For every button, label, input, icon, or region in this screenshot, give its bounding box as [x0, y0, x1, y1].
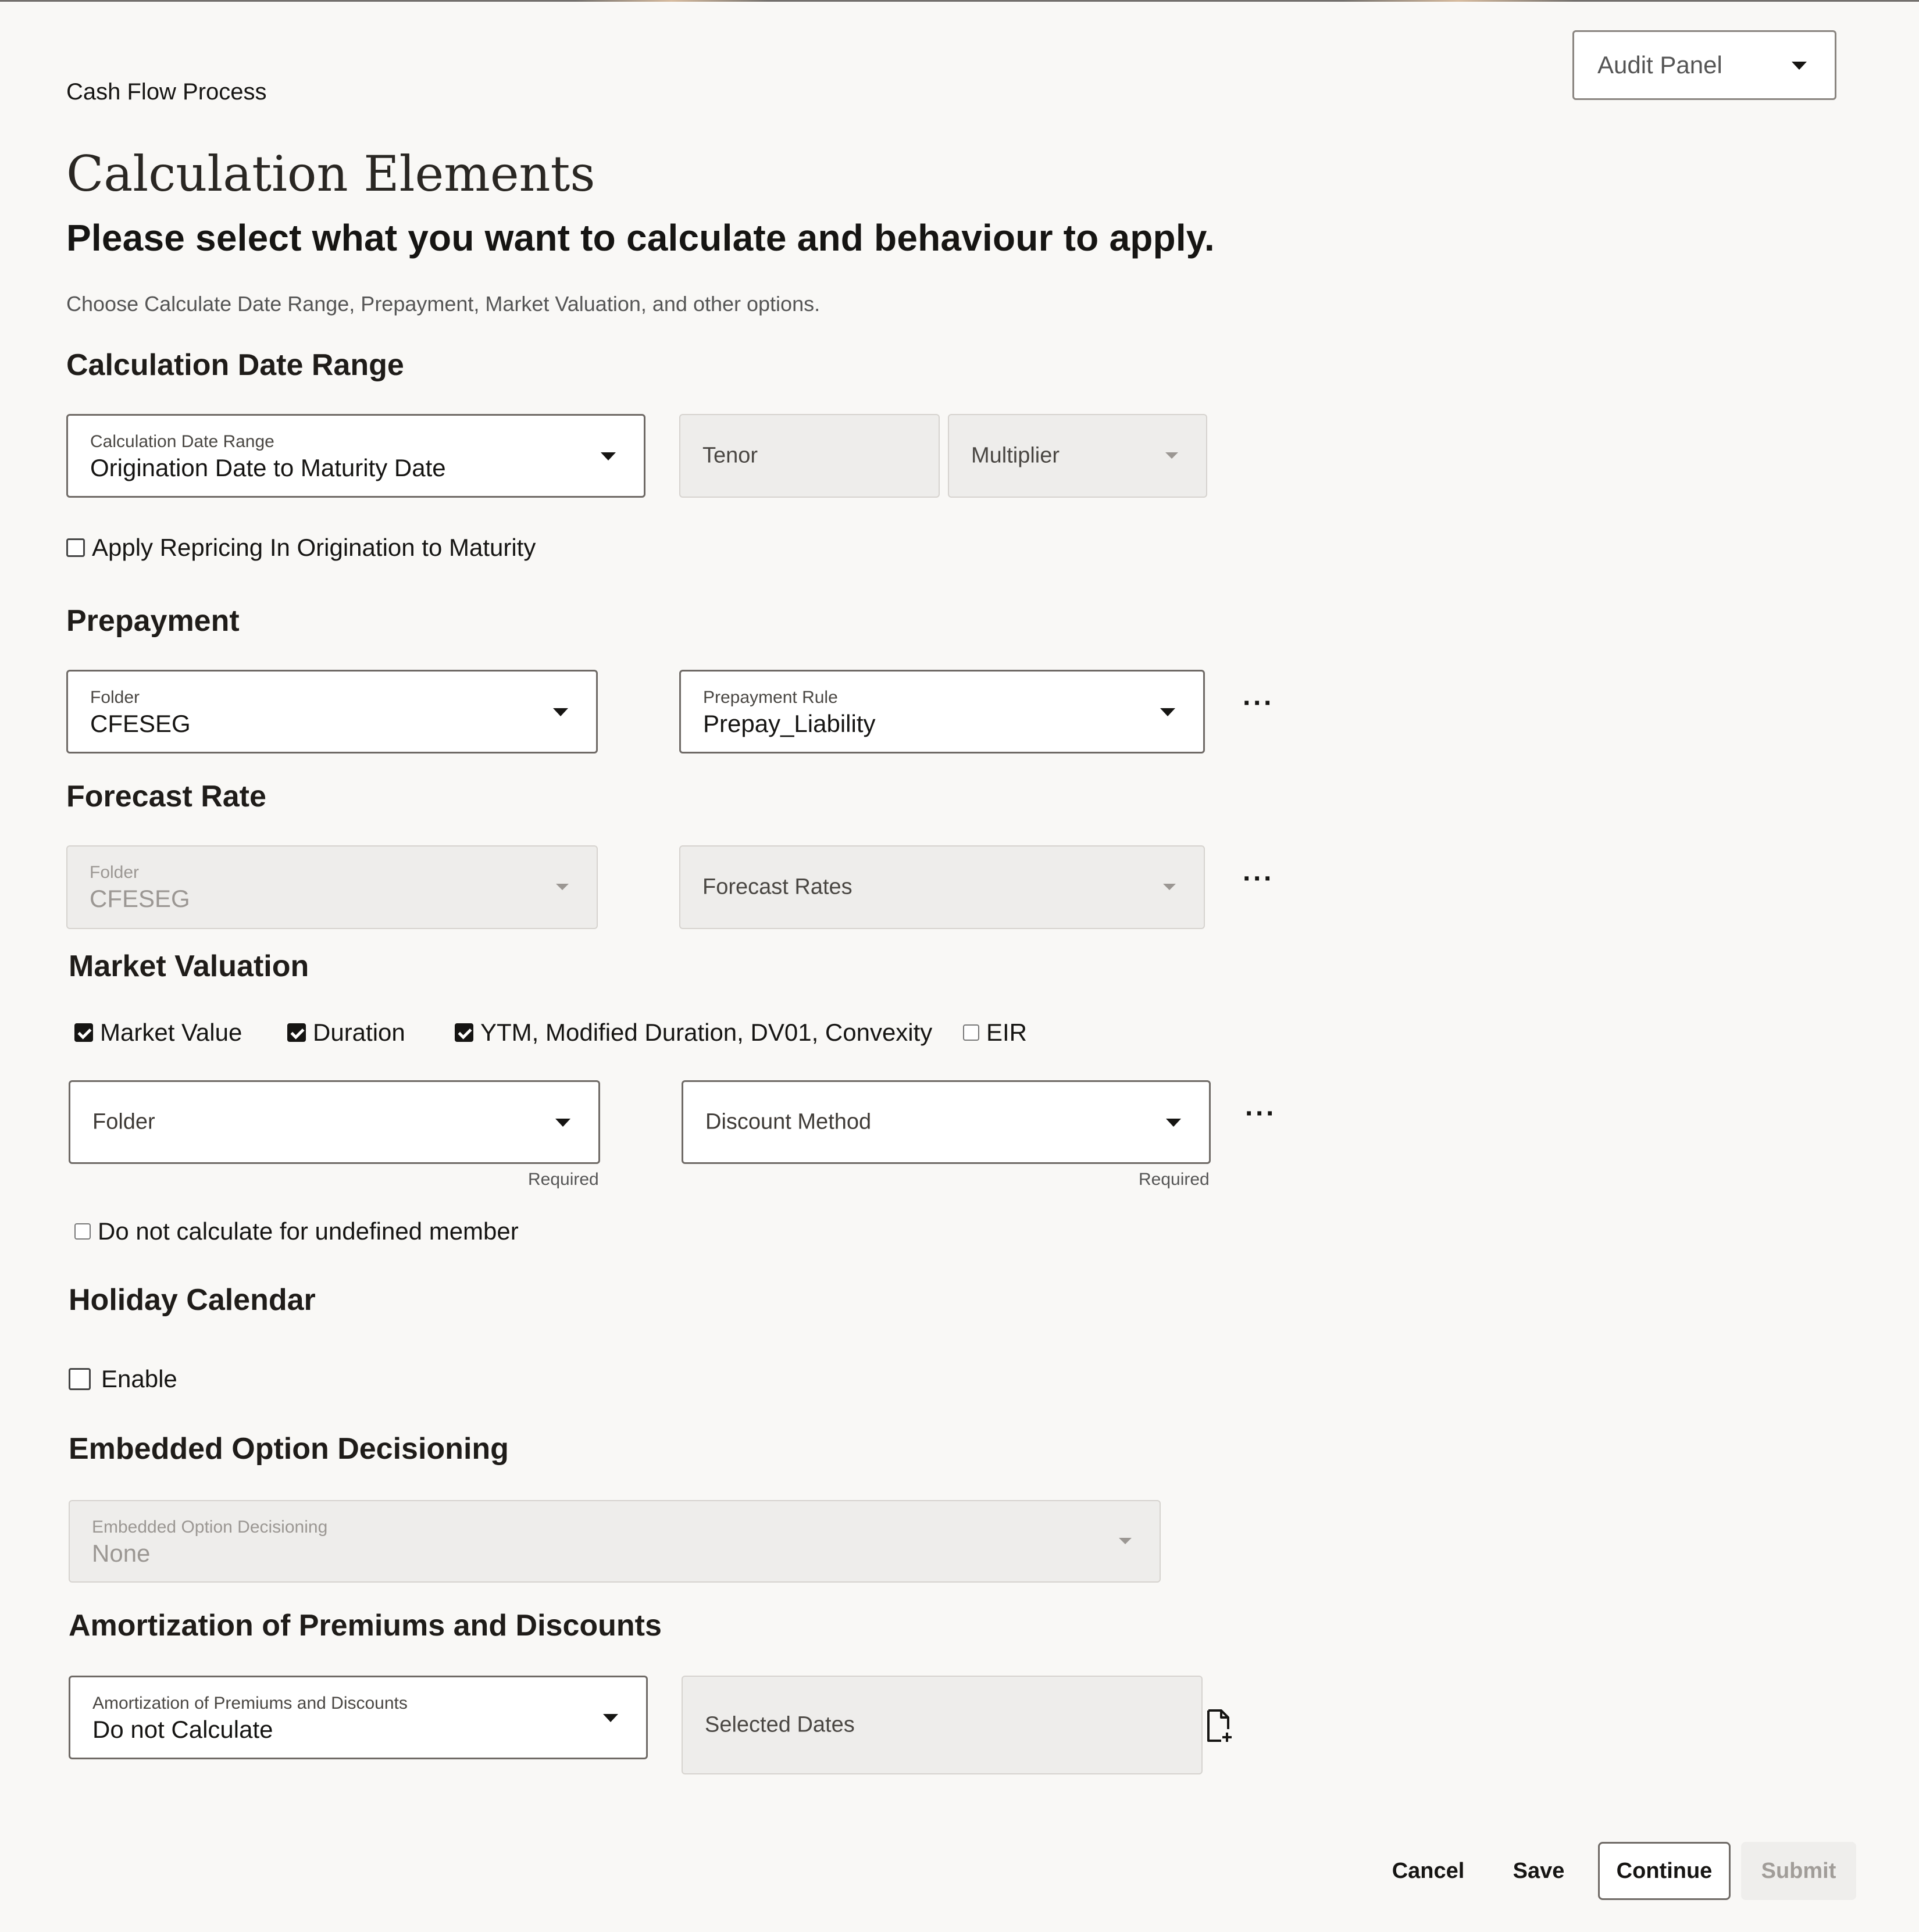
section-embedded-option: Embedded Option Decisioning: [69, 1432, 509, 1466]
ytm-checkbox[interactable]: [455, 1019, 932, 1047]
more-options-icon[interactable]: ···: [1245, 1098, 1276, 1129]
section-market-valuation: Market Valuation: [69, 949, 309, 983]
continue-button[interactable]: Continue: [1598, 1842, 1731, 1900]
checkbox-box[interactable]: [287, 1023, 306, 1042]
tenor-input[interactable]: [679, 414, 940, 498]
amortization-select[interactable]: [69, 1676, 648, 1759]
field-label: Folder: [90, 863, 140, 882]
prepayment-folder-select[interactable]: [66, 670, 598, 753]
page-title: Calculation Elements: [66, 145, 595, 202]
ytm-label: YTM, Modified Duration, DV01, Convexity: [480, 1019, 933, 1046]
discount-method-placeholder: Discount Method: [705, 1109, 872, 1134]
holiday-enable-checkbox[interactable]: [69, 1365, 177, 1393]
field-value: CFESEG: [90, 885, 190, 912]
market-value-label: Market Value: [100, 1019, 242, 1046]
selected-dates-input[interactable]: [682, 1676, 1203, 1774]
audit-panel-select[interactable]: [1572, 30, 1836, 100]
tenor-placeholder: Tenor: [702, 443, 758, 468]
forecast-rates-select[interactable]: [679, 845, 1205, 929]
field-label: Folder: [90, 688, 140, 707]
more-options-icon[interactable]: ···: [1243, 688, 1274, 719]
folder-required-text: Required: [528, 1170, 599, 1189]
section-forecast-rate: Forecast Rate: [66, 780, 266, 813]
checkbox-box[interactable]: [74, 1023, 93, 1042]
eir-label: EIR: [986, 1019, 1028, 1046]
breadcrumb: Cash Flow Process: [66, 79, 267, 105]
field-label: Calculation Date Range: [90, 432, 274, 451]
checkbox-box[interactable]: [963, 1024, 979, 1041]
audit-panel-placeholder: Audit Panel: [1597, 51, 1722, 78]
submit-button[interactable]: Submit: [1741, 1842, 1856, 1900]
field-label: Embedded Option Decisioning: [92, 1517, 328, 1537]
section-amortization: Amortization of Premiums and Discounts: [69, 1609, 662, 1642]
chevron-down-icon: [603, 1714, 618, 1722]
checkbox-box[interactable]: [69, 1368, 91, 1390]
section-holiday-calendar: Holiday Calendar: [69, 1283, 316, 1317]
discount-method-select[interactable]: [682, 1080, 1211, 1164]
add-file-icon[interactable]: [1206, 1708, 1234, 1744]
eir-checkbox[interactable]: [963, 1019, 1027, 1047]
valuation-folder-placeholder: Folder: [92, 1109, 155, 1134]
page-headline: Please select what you want to calculate and behaviour to apply.: [66, 217, 1215, 259]
embedded-option-select[interactable]: [69, 1500, 1161, 1583]
more-options-icon[interactable]: ···: [1243, 863, 1274, 894]
section-calc-date-range: Calculation Date Range: [66, 348, 404, 382]
chevron-down-icon: [1165, 452, 1178, 459]
chevron-down-icon: [553, 708, 568, 716]
chevron-down-icon: [556, 884, 569, 890]
valuation-folder-select[interactable]: [69, 1080, 600, 1164]
multiplier-placeholder: Multiplier: [971, 443, 1060, 468]
duration-label: Duration: [313, 1019, 405, 1046]
repricing-label: Apply Repricing In Origination to Maturity: [92, 534, 536, 561]
cancel-button[interactable]: Cancel: [1386, 1842, 1470, 1900]
duration-checkbox[interactable]: [287, 1019, 405, 1047]
undefined-member-checkbox[interactable]: [74, 1217, 519, 1245]
multiplier-select[interactable]: [948, 414, 1207, 498]
chevron-down-icon: [1160, 708, 1175, 716]
discount-required-text: Required: [1139, 1170, 1210, 1189]
field-label: Amortization of Premiums and Discounts: [92, 1694, 408, 1713]
section-prepayment: Prepayment: [66, 604, 240, 638]
field-value: CFESEG: [90, 710, 191, 737]
field-value: Prepay_Liability: [703, 710, 876, 737]
field-value: Do not Calculate: [92, 1716, 273, 1743]
chevron-down-icon: [1163, 884, 1176, 890]
calc-date-range-select[interactable]: [66, 414, 645, 498]
chevron-down-icon: [601, 452, 616, 460]
field-value: Origination Date to Maturity Date: [90, 454, 446, 481]
market-value-checkbox[interactable]: [74, 1019, 242, 1047]
save-button[interactable]: Save: [1489, 1842, 1589, 1900]
checkbox-box[interactable]: [66, 538, 85, 557]
chevron-down-icon: [1792, 62, 1807, 70]
field-value: None: [92, 1540, 151, 1567]
chevron-down-icon: [1166, 1119, 1181, 1127]
holiday-enable-label: Enable: [101, 1365, 177, 1392]
checkbox-box[interactable]: [455, 1023, 473, 1042]
page-hint: Choose Calculate Date Range, Prepayment, Market Valuation, and other options.: [66, 292, 821, 316]
undefined-member-label: Do not calculate for undefined member: [98, 1217, 519, 1245]
chevron-down-icon: [1119, 1538, 1132, 1544]
field-label: Prepayment Rule: [703, 688, 838, 707]
forecast-rates-placeholder: Forecast Rates: [702, 874, 853, 899]
selected-dates-placeholder: Selected Dates: [705, 1712, 855, 1737]
repricing-checkbox[interactable]: [66, 534, 536, 562]
checkbox-box[interactable]: [74, 1223, 91, 1240]
prepayment-rule-select[interactable]: [679, 670, 1205, 753]
forecast-folder-select[interactable]: [66, 845, 598, 929]
top-accent-line: [0, 0, 1919, 2]
chevron-down-icon: [555, 1119, 570, 1127]
